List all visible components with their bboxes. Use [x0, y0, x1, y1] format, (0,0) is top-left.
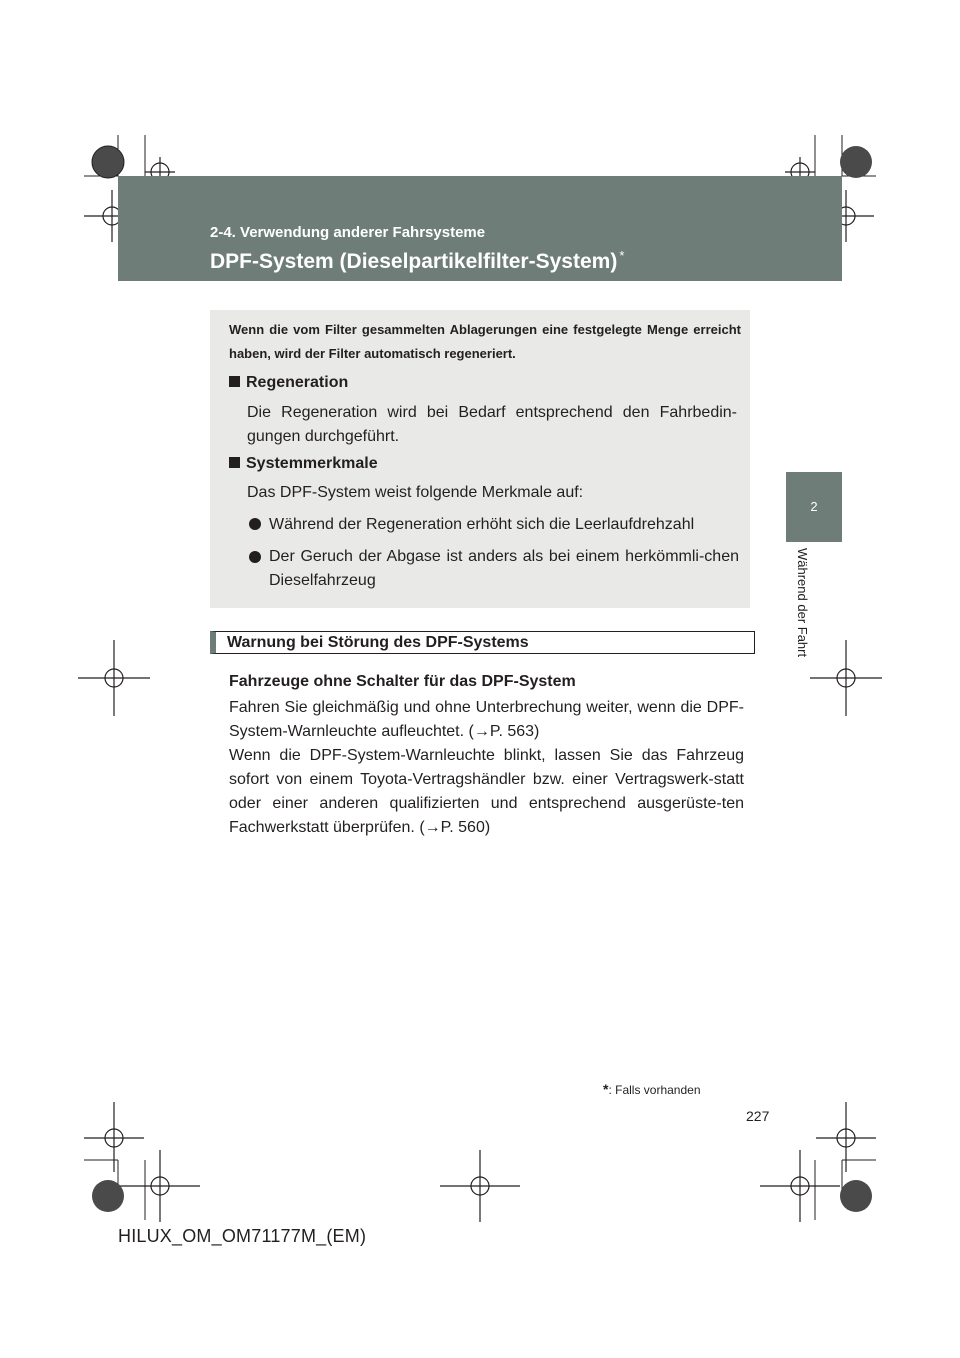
book-stamp: HILUX_OM_OM71177M_(EM).book Page 227 Wednesday, May 16, 2012 1:28 PM	[180, 167, 563, 177]
footnote-text: : Falls vorhanden	[608, 1083, 701, 1097]
warning-heading: Warnung bei Störung des DPF-Systems	[227, 634, 529, 651]
warning-paragraph: Fahren Sie gleichmäßig und ohne Unterbrechung weiter, wenn die DPF-System-Warnleuchte aufleuchtet. (→P. 563)	[229, 699, 744, 740]
list-item	[249, 545, 739, 593]
bullet-dot-icon	[249, 518, 261, 530]
section-text-regeneration: Die Regeneration wird bei Bedarf entsprechend den Fahrbedin-gungen durchgeführt.	[247, 404, 737, 445]
crosshair-mark	[440, 1150, 520, 1222]
section-label: 2-4. Verwendung anderer Fahrsysteme	[210, 224, 486, 241]
crosshair-mark	[810, 640, 882, 716]
footnote	[603, 1081, 701, 1097]
square-bullet-icon	[229, 376, 240, 387]
section-heading-text: Regeneration	[246, 374, 349, 391]
warning-paragraph: Wenn die DPF-System-Warnleuchte blinkt, lassen Sie das Fahrzeug sofort von einem Toyota-Vertragshändler bzw. einer Vertragswerk-statt oder einer anderen qualifizierten und entsprechend ausgerüste-ten Fachwerkstatt überprüfen. (→P. 560)	[229, 747, 744, 836]
section-heading-systemmerkmale	[229, 455, 378, 473]
crosshair-mark	[84, 1102, 144, 1172]
crosshair-mark	[78, 640, 150, 716]
page-title-text: DPF-System (Dieselpartikelfilter-System)	[210, 250, 618, 273]
crosshair-mark	[816, 1102, 876, 1172]
chapter-tab-number: 2	[786, 472, 842, 542]
starburst-mark	[840, 1180, 872, 1212]
crosshair-mark	[760, 1150, 840, 1222]
list-item-text: Der Geruch der Abgase ist anders als bei einem herkömmli-chen Dieselfahrzeug	[269, 548, 739, 589]
square-bullet-icon	[229, 457, 240, 468]
list-item-text: Während der Regeneration erhöht sich die Leerlaufdrehzahl	[269, 516, 695, 533]
chapter-tab-label: Während der Fahrt	[795, 548, 810, 658]
starburst-mark	[92, 1180, 124, 1212]
section-text-systemmerkmale: Das DPF-System weist folgende Merkmale auf:	[247, 484, 584, 501]
starburst-mark	[92, 146, 124, 178]
list-item	[249, 513, 739, 537]
page-title	[210, 248, 624, 274]
warning-subheading: Fahrzeuge ohne Schalter für das DPF-System	[229, 673, 576, 690]
section-heading-text: Systemmerkmale	[246, 455, 378, 472]
page-number: 227	[746, 1108, 770, 1124]
info-intro: Wenn die vom Filter gesammelten Ablagerungen eine festgelegte Menge erreicht haben, wird der Filter automatisch regeneriert.	[229, 322, 741, 361]
title-footnote-mark: *	[619, 248, 625, 263]
document-code: HILUX_OM_OM71177M_(EM)	[118, 1226, 367, 1246]
footnote-mark: *	[603, 1081, 609, 1097]
section-heading-regeneration	[229, 374, 348, 392]
bullet-dot-icon	[249, 551, 261, 563]
starburst-mark	[840, 146, 872, 178]
crosshair-mark	[120, 1150, 200, 1222]
